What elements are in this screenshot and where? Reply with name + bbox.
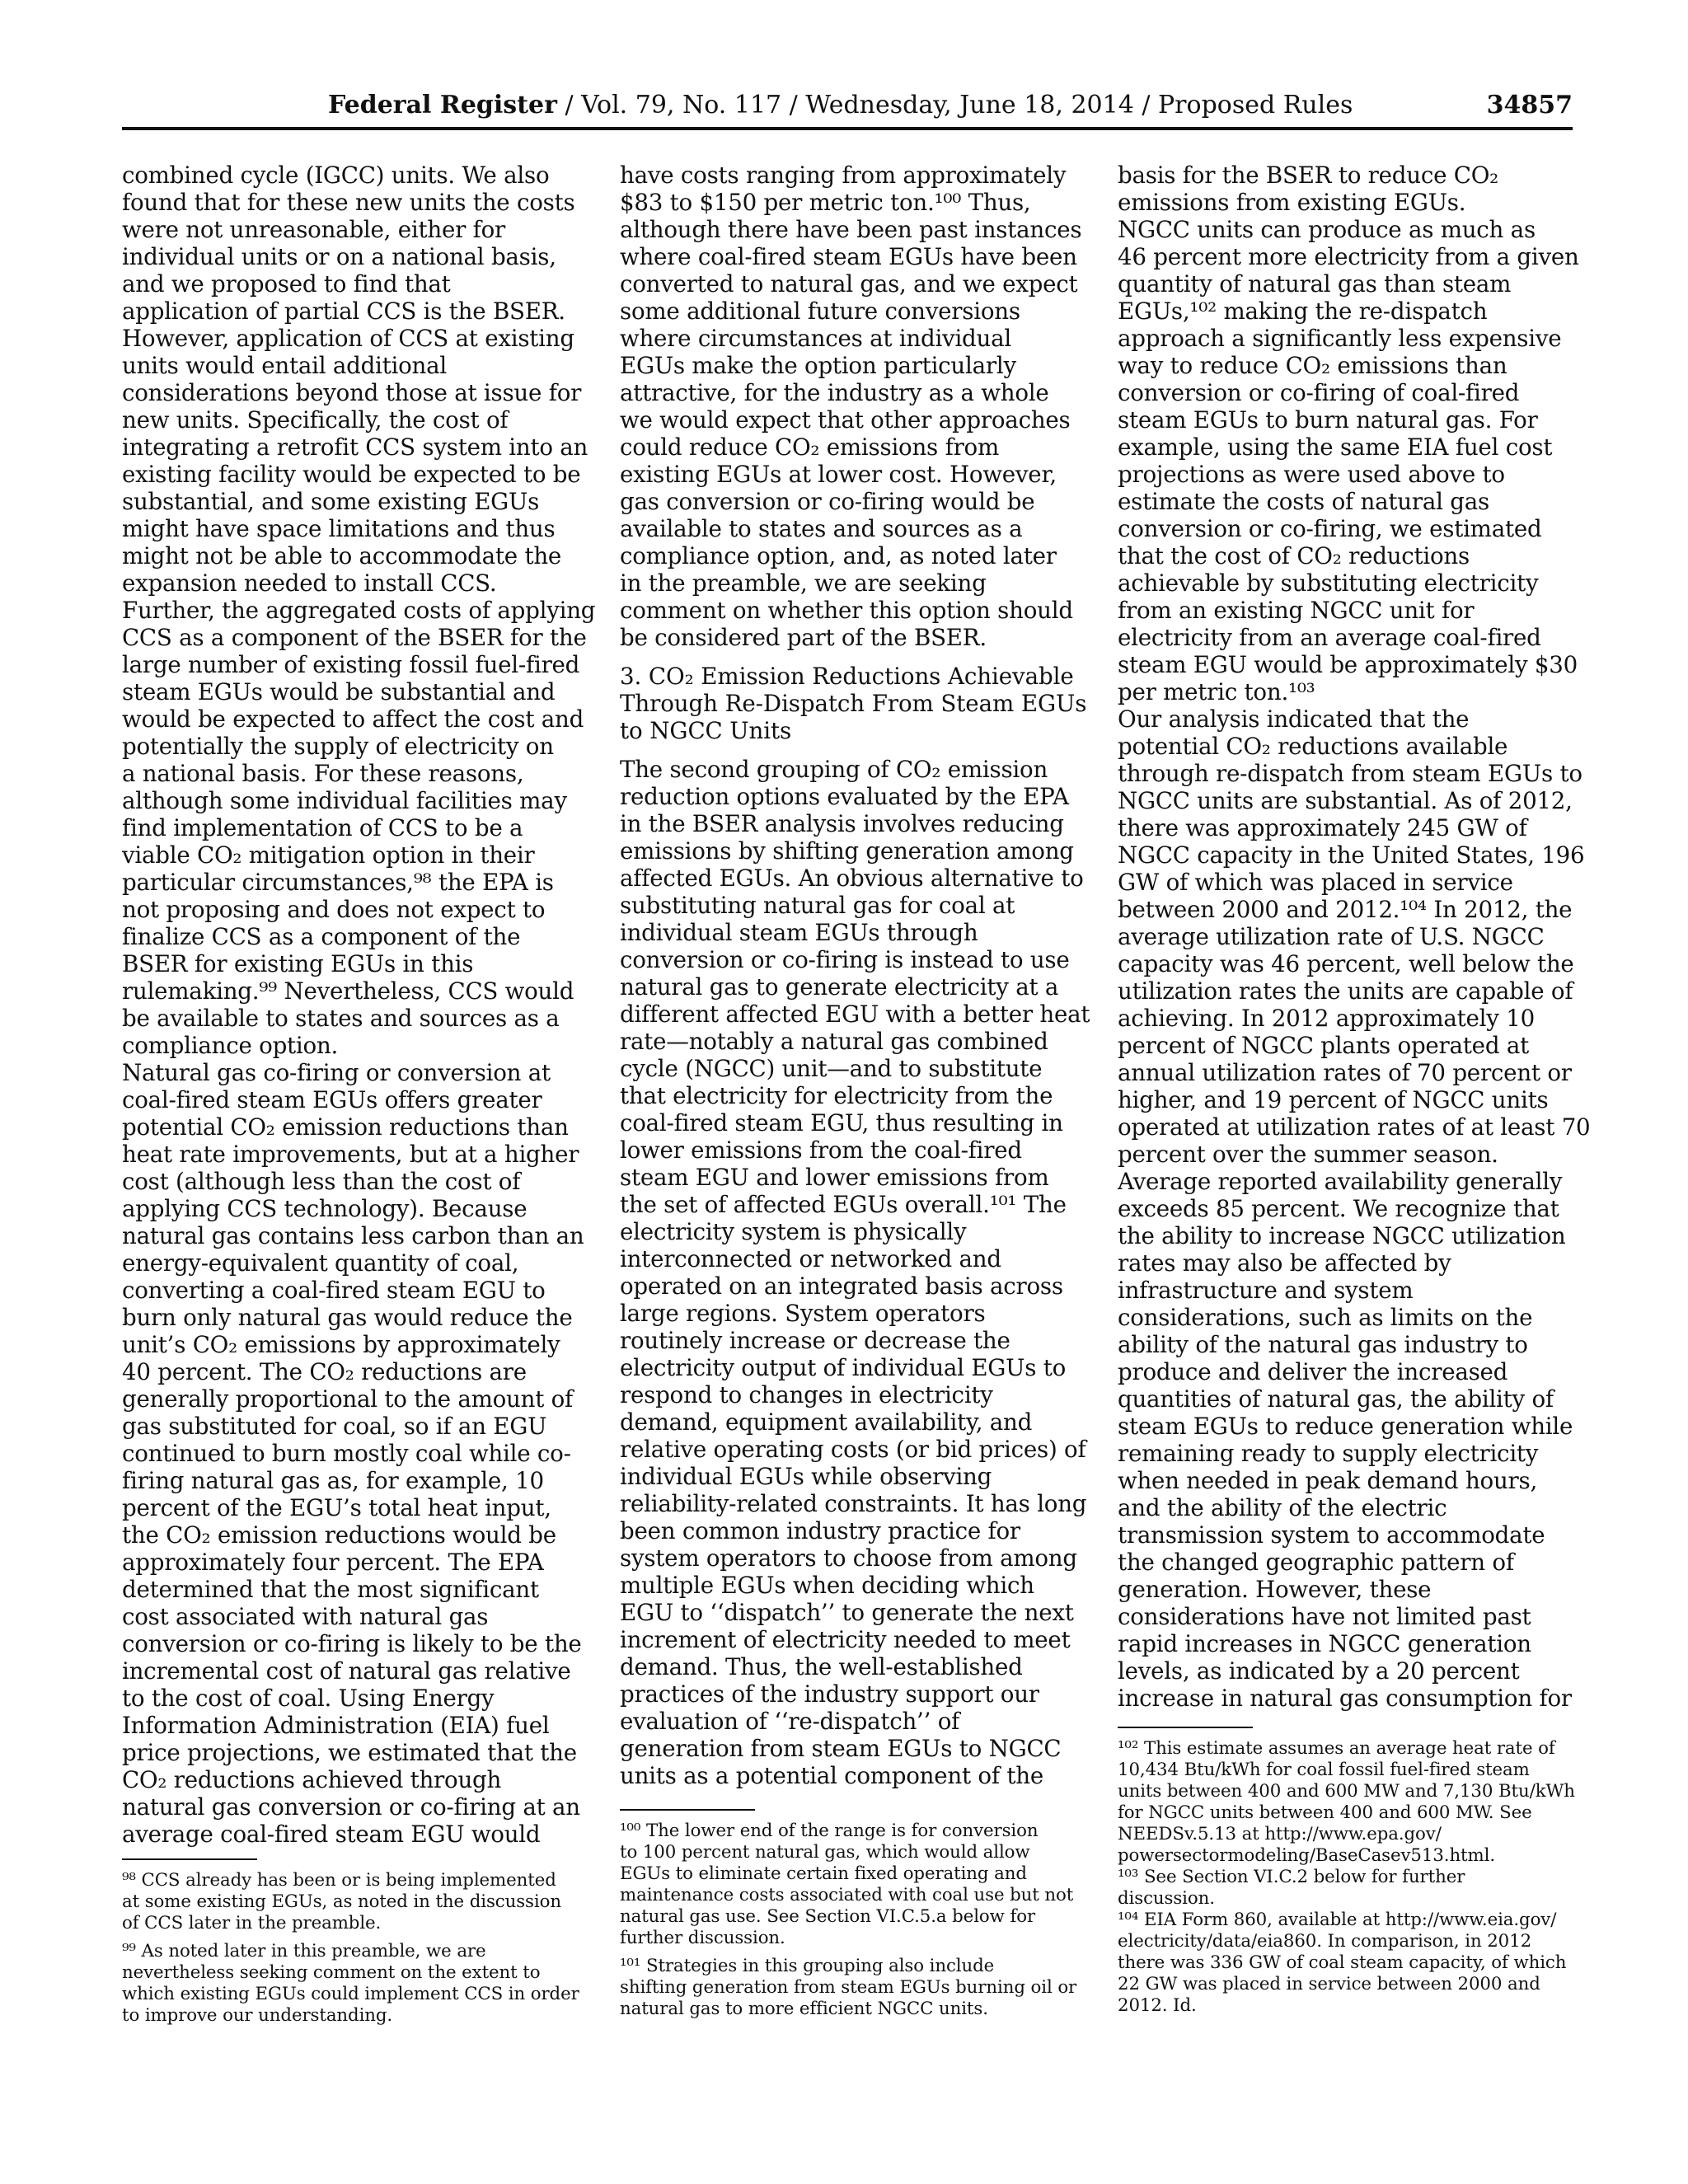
text-line: emissions from existing EGUs. — [1118, 189, 1466, 216]
text-line: firing natural gas as, for example, 10 — [122, 1467, 544, 1494]
text-line: burn only natural gas would reduce the — [122, 1304, 573, 1331]
issue-details: / Vol. 79, No. 117 / Wednesday, June 18, 2014 / Proposed Rules — [556, 91, 1353, 120]
text-line: when needed in peak demand hours, — [1118, 1467, 1538, 1494]
text-line: electricity system is physically — [620, 1218, 967, 1245]
text-line: approximately four percent. The EPA — [122, 1549, 544, 1576]
text-line: percent of NGCC plants operated at — [1118, 1032, 1529, 1059]
footnote-line — [620, 1949, 1081, 1956]
text-line: not proposing and does not expect to — [122, 896, 546, 923]
text-line: determined that the most significant — [122, 1576, 539, 1603]
text-line: attractive, for the industry as a whole — [620, 379, 1049, 406]
text-line: natural gas conversion or co-firing at an — [122, 1793, 580, 1821]
text-line: steam EGU would be approximately $30 — [1118, 651, 1578, 678]
footnote-line: ¹⁰² This estimate assumes an average heat rate of — [1118, 1738, 1555, 1759]
text-line: levels, as indicated by a 20 percent — [1118, 1657, 1520, 1685]
text-line: coal-fired steam EGU, thus resulting in — [620, 1109, 1063, 1137]
text-line: found that for these new units the costs — [122, 189, 575, 216]
text-line: The second grouping of CO₂ emission — [620, 756, 1048, 783]
text-line: combined cycle (IGCC) units. We also — [122, 162, 550, 189]
text-line: generation. However, these — [1118, 1576, 1432, 1603]
text-line: potentially the supply of electricity on — [122, 733, 554, 760]
footnote-line: discussion. — [1118, 1888, 1215, 1909]
text-line: emissions by shifting generation among — [620, 837, 1074, 865]
text-line: continued to burn mostly coal while co- — [122, 1440, 571, 1467]
text-line: $83 to $150 per metric ton.¹⁰⁰ Thus, — [620, 189, 1031, 216]
text-line: percent over the summer season. — [1118, 1141, 1498, 1168]
text-line: energy-equivalent quantity of coal, — [122, 1249, 519, 1277]
text-line: and we proposed to find that — [122, 270, 451, 298]
text-line: in the preamble, we are seeking — [620, 569, 987, 597]
text-line: integrating a retrofit CCS system into an — [122, 434, 588, 461]
footnotes-middle — [620, 1809, 1081, 2020]
text-line: cost associated with natural gas — [122, 1603, 489, 1630]
text-line: capacity was 46 percent, well below the — [1118, 950, 1574, 977]
footnote-line: ⁹⁹ As noted later in this preamble, we are — [122, 1941, 486, 1961]
text-line: the CO₂ emission reductions would be — [122, 1521, 556, 1549]
text-line: incremental cost of natural gas relative — [122, 1657, 571, 1685]
text-line — [620, 744, 1075, 756]
text-line: through re-dispatch from steam EGUs to — [1118, 760, 1582, 787]
text-line: individual steam EGUs through — [620, 919, 978, 946]
footnote-line: 2012. Id. — [1118, 1995, 1197, 2016]
text-line: finalize CCS as a component of the — [122, 923, 521, 950]
footnote-line: ¹⁰³ See Section VI.C.2 below for further — [1118, 1867, 1465, 1887]
text-line: rate—notably a natural gas combined — [620, 1028, 1048, 1055]
text-line: compliance option, and, as noted later — [620, 542, 1057, 569]
text-line: Our analysis indicated that the — [1118, 705, 1470, 733]
text-line: viable CO₂ mitigation option in their — [122, 841, 535, 869]
text-line: demand. Thus, the well-established — [620, 1653, 1023, 1680]
page-header — [122, 89, 1573, 130]
footnote-line: EGUs to eliminate certain fixed operating and — [620, 1863, 1027, 1884]
text-line: interconnected or networked and — [620, 1245, 1001, 1272]
text-line: large regions. System operators — [620, 1300, 986, 1327]
text-line: operated at utilization rates of at least 70 — [1118, 1113, 1591, 1141]
text-line: converted to natural gas, and we expect — [620, 270, 1078, 298]
text-line: higher, and 19 percent of NGCC units — [1118, 1086, 1549, 1113]
text-line: gas conversion or co-firing would be — [620, 488, 1035, 515]
text-line: produce and deliver the increased — [1118, 1358, 1508, 1385]
text-line: we would expect that other approaches — [620, 406, 1071, 434]
text-line: Natural gas co-firing or conversion at — [122, 1059, 551, 1086]
text-line: rulemaking.⁹⁹ Nevertheless, CCS would — [122, 977, 574, 1005]
text-line: conversion or co-firing is likely to be the — [122, 1630, 582, 1657]
footnote-line: nevertheless seeking comment on the extent to — [122, 1962, 541, 1983]
footnote-line: ¹⁰⁰ The lower end of the range is for conversion — [620, 1821, 1039, 1841]
text-line: operated on an integrated basis across — [620, 1272, 1063, 1300]
footnote-line: to improve our understanding. — [122, 2005, 393, 2026]
text-line: steam EGU and lower emissions from — [620, 1164, 1049, 1191]
text-line: quantity of natural gas than steam — [1118, 270, 1512, 298]
text-line: particular circumstances,⁹⁸ the EPA is — [122, 869, 554, 896]
text-line: NGCC capacity in the United States, 196 — [1118, 841, 1585, 869]
text-line: from an existing NGCC unit for — [1118, 597, 1475, 624]
text-line: ability of the natural gas industry to — [1118, 1331, 1528, 1358]
text-line: and the ability of the electric — [1118, 1494, 1447, 1521]
text-line: reduction options evaluated by the EPA — [620, 783, 1069, 810]
footnote-line: which existing EGUs could implement CCS in order — [122, 1984, 579, 2004]
text-line: potential CO₂ reductions available — [1118, 733, 1508, 760]
text-line: achieving. In 2012 approximately 10 — [1118, 1005, 1535, 1032]
text-line: there was approximately 245 GW of — [1118, 814, 1527, 841]
text-line: available to states and sources as a — [620, 515, 1023, 542]
text-line: multiple EGUs when deciding which — [620, 1572, 1034, 1599]
header-citation — [328, 89, 1353, 122]
footnote-line: to 100 percent natural gas, which would allow — [620, 1842, 1030, 1863]
text-line: existing facility would be expected to be — [122, 461, 581, 488]
text-line: Through Re-Dispatch From Steam EGUs — [620, 690, 1087, 717]
footnote-line: 22 GW was placed in service between 2000 and — [1118, 1974, 1540, 1994]
text-line: steam EGUs would be substantial and — [122, 678, 556, 705]
text-line: GW of which was placed in service — [1118, 869, 1513, 896]
text-line: conversion or co-firing of coal-fired — [1118, 379, 1520, 406]
footnote-line: natural gas to more efficient NGCC units. — [620, 1999, 988, 2019]
text-line: electricity from an average coal-fired — [1118, 624, 1541, 651]
text-line: Information Administration (EIA) fuel — [122, 1712, 550, 1739]
footnote-rule — [1118, 1727, 1253, 1728]
text-line: substituting natural gas for coal at — [620, 892, 1015, 919]
text-line: where circumstances at individual — [620, 325, 1011, 352]
text-line — [620, 651, 1075, 663]
text-line: exceeds 85 percent. We recognize that — [1118, 1195, 1559, 1222]
footnote-line: there was 336 GW of coal steam capacity, of which — [1118, 1952, 1567, 1973]
footnotes-right — [1118, 1727, 1579, 2017]
text-line: considerations beyond those at issue for — [122, 379, 582, 406]
text-line: were not unreasonable, either for — [122, 216, 506, 243]
text-line: annual utilization rates of 70 percent or — [1118, 1059, 1572, 1086]
text-line: the changed geographic pattern of — [1118, 1549, 1514, 1576]
text-line: steam EGUs to burn natural gas. For — [1118, 406, 1538, 434]
text-line: infrastructure and system — [1118, 1277, 1414, 1304]
text-line: price projections, we estimated that the — [122, 1739, 577, 1766]
text-line: might not be able to accommodate the — [122, 542, 562, 569]
text-line: potential CO₂ emission reductions than — [122, 1113, 569, 1141]
footnote-line — [122, 1934, 584, 1941]
text-line: demand, equipment availability, and — [620, 1408, 1033, 1436]
text-line: different affected EGU with a better heat — [620, 1001, 1090, 1028]
text-line: considerations have not limited past — [1118, 1603, 1531, 1630]
text-line: substantial, and some existing EGUs — [122, 488, 540, 515]
footnote-line: maintenance costs associated with coal use but not — [620, 1885, 1074, 1905]
footnote-line: units between 400 and 600 MW and 7,130 Btu/kWh — [1118, 1781, 1575, 1802]
text-line: EGU to ‘‘dispatch’’ to generate the next — [620, 1599, 1074, 1626]
footnote-line: 10,434 Btu/kWh for coal fossil fuel-fired steam — [1118, 1760, 1530, 1780]
footnote-line: shifting generation from steam EGUs burning oil or — [620, 1977, 1077, 1998]
footnotes-left — [122, 1858, 584, 2027]
text-line: per metric ton.¹⁰³ — [1118, 678, 1315, 705]
footnote-line: natural gas use. See Section VI.C.5.a below for — [620, 1906, 1036, 1927]
text-line: considerations, such as limits on the — [1118, 1304, 1533, 1331]
text-line: natural gas to generate electricity at a — [620, 973, 1059, 1001]
footnote-line: further discussion. — [620, 1928, 785, 1948]
header-rule — [122, 127, 1573, 130]
text-line: be available to states and sources as a — [122, 1005, 560, 1032]
text-line: percent of the EGU’s total heat input, — [122, 1494, 551, 1521]
text-line: in the BSER analysis involves reducing — [620, 810, 1064, 837]
text-line: respond to changes in electricity — [620, 1381, 993, 1408]
text-line: generation from steam EGUs to NGCC — [620, 1735, 1062, 1762]
text-line: relative operating costs (or bid prices) of — [620, 1436, 1086, 1463]
text-line: CCS as a component of the BSER for the — [122, 624, 587, 651]
text-line: Further, the aggregated costs of applying — [122, 597, 596, 624]
text-line: heat rate improvements, but at a higher — [122, 1141, 579, 1168]
text-line: compliance option. — [122, 1032, 339, 1059]
text-line: between 2000 and 2012.¹⁰⁴ In 2012, the — [1118, 896, 1573, 923]
footnote-line: ¹⁰¹ Strategies in this grouping also include — [620, 1956, 995, 1976]
text-line: the set of affected EGUs overall.¹⁰¹ The — [620, 1191, 1067, 1218]
text-line: some additional future conversions — [620, 298, 1020, 325]
text-line: approach a significantly less expensive — [1118, 325, 1562, 352]
text-line: large number of existing fossil fuel-fired — [122, 651, 580, 678]
text-line: example, using the same EIA fuel cost — [1118, 434, 1553, 461]
text-line: way to reduce CO₂ emissions than — [1118, 352, 1507, 379]
footnote-line: for NGCC units between 400 and 600 MW. See — [1118, 1802, 1532, 1823]
text-line: that the cost of CO₂ reductions — [1118, 542, 1470, 569]
text-line: transmission system to accommodate — [1118, 1521, 1545, 1549]
text-line: 46 percent more electricity from a given — [1118, 243, 1579, 270]
text-line: NGCC units are substantial. As of 2012, — [1118, 787, 1573, 814]
footnote-line: electricity/data/eia860. In comparison, in 2012 — [1118, 1931, 1532, 1952]
text-line: generally proportional to the amount of — [122, 1385, 574, 1413]
page-number: 34857 — [1486, 91, 1573, 120]
text-line: could reduce CO₂ emissions from — [620, 434, 999, 461]
text-line: 40 percent. The CO₂ reductions are — [122, 1358, 527, 1385]
text-line: conversion or co-firing, we estimated — [1118, 515, 1542, 542]
text-line: to NGCC Units — [620, 717, 792, 744]
text-line: increment of electricity needed to meet — [620, 1626, 1071, 1653]
text-line: projections as were used above to — [1118, 461, 1505, 488]
text-line: converting a coal-fired steam EGU to — [122, 1277, 546, 1304]
text-line: 3. CO₂ Emission Reductions Achievable — [620, 663, 1074, 690]
text-line: estimate the costs of natural gas — [1118, 488, 1489, 515]
text-line: although some individual facilities may — [122, 787, 567, 814]
text-line: rapid increases in NGCC generation — [1118, 1630, 1531, 1657]
text-line: EGUs make the option particularly — [620, 352, 1016, 379]
text-line: affected EGUs. An obvious alternative to — [620, 865, 1084, 892]
text-line: be considered part of the BSER. — [620, 624, 987, 651]
text-line: been common industry practice for — [620, 1517, 1020, 1544]
text-line: applying CCS technology). Because — [122, 1195, 528, 1222]
column-left — [122, 162, 596, 1848]
footnote-rule — [122, 1858, 257, 1860]
text-line: evaluation of ‘‘re-dispatch’’ of — [620, 1708, 960, 1735]
text-line: lower emissions from the coal-fired — [620, 1137, 1022, 1164]
text-line: system operators to choose from among — [620, 1544, 1077, 1572]
text-line: increase in natural gas consumption for — [1118, 1685, 1572, 1712]
text-line: natural gas contains less carbon than an — [122, 1222, 584, 1249]
text-line: routinely increase or decrease the — [620, 1327, 1010, 1354]
text-line: comment on whether this option should — [620, 597, 1073, 624]
text-line: coal-fired steam EGUs offers greater — [122, 1086, 542, 1113]
column-middle — [620, 162, 1090, 1789]
text-line: existing EGUs at lower cost. However, — [620, 461, 1057, 488]
text-line: conversion or co-firing is instead to use — [620, 946, 1070, 973]
text-line: BSER for existing EGUs in this — [122, 950, 474, 977]
text-line: have costs ranging from approximately — [620, 162, 1067, 189]
text-line: would be expected to affect the cost and — [122, 705, 584, 733]
text-line: EGUs,¹⁰² making the re-dispatch — [1118, 298, 1488, 325]
text-line: utilization rates the units are capable of — [1118, 977, 1573, 1005]
text-line: remaining ready to supply electricity — [1118, 1440, 1539, 1467]
text-line: quantities of natural gas, the ability of — [1118, 1385, 1554, 1413]
text-line: basis for the BSER to reduce CO₂ — [1118, 162, 1499, 189]
column-right — [1118, 162, 1591, 1712]
text-line: practices of the industry support our — [620, 1680, 1039, 1708]
text-line: CO₂ reductions achieved through — [122, 1766, 502, 1793]
publication-name: Federal Register — [328, 91, 557, 120]
text-line: Average reported availability generally — [1118, 1168, 1563, 1195]
footnote-line: of CCS later in the preamble. — [122, 1913, 382, 1933]
text-line: average coal-fired steam EGU would — [122, 1821, 541, 1848]
text-line: achievable by substituting electricity — [1118, 569, 1539, 597]
text-line: individual EGUs while observing — [620, 1463, 992, 1490]
text-line: find implementation of CCS to be a — [122, 814, 523, 841]
text-line: gas substituted for coal, so if an EGU — [122, 1413, 547, 1440]
text-line: cycle (NGCC) unit—and to substitute — [620, 1055, 1043, 1082]
text-line: new units. Specifically, the cost of — [122, 406, 509, 434]
text-line: might have space limitations and thus — [122, 515, 556, 542]
text-line: units would entail additional — [122, 352, 448, 379]
text-line: to the cost of coal. Using Energy — [122, 1685, 495, 1712]
text-line: application of partial CCS is the BSER. — [122, 298, 565, 325]
text-line: although there have been past instances — [620, 216, 1082, 243]
text-line: units as a potential component of the — [620, 1762, 1043, 1789]
text-line: rates may also be affected by — [1118, 1249, 1451, 1277]
text-line: average utilization rate of U.S. NGCC — [1118, 923, 1545, 950]
text-line: where coal-fired steam EGUs have been — [620, 243, 1077, 270]
footnote-line: powersectormodeling/BaseCasev513.html. — [1118, 1845, 1495, 1866]
text-line: unit’s CO₂ emissions by approximately — [122, 1331, 560, 1358]
text-line: individual units or on a national basis, — [122, 243, 556, 270]
text-line: that electricity for electricity from the — [620, 1082, 1053, 1109]
footnote-line: NEEDSv.5.13 at http://www.epa.gov/ — [1118, 1824, 1442, 1844]
footnote-line: ¹⁰⁴ EIA Form 860, available at http://www.eia.gov/ — [1118, 1910, 1557, 1930]
footnote-rule — [620, 1809, 755, 1811]
text-line: cost (although less than the cost of — [122, 1168, 521, 1195]
text-line: steam EGUs to reduce generation while — [1118, 1413, 1573, 1440]
footnote-line: ⁹⁸ CCS already has been or is being implemented — [122, 1870, 556, 1891]
text-line: the ability to increase NGCC utilization — [1118, 1222, 1566, 1249]
text-line: However, application of CCS at existing — [122, 325, 574, 352]
text-line: electricity output of individual EGUs to — [620, 1354, 1067, 1381]
text-line: a national basis. For these reasons, — [122, 760, 524, 787]
footnote-line: at some existing EGUs, as noted in the discussion — [122, 1891, 561, 1912]
text-line: reliability-related constraints. It has long — [620, 1490, 1087, 1517]
text-line: expansion needed to install CCS. — [122, 569, 497, 597]
text-line: NGCC units can produce as much as — [1118, 216, 1536, 243]
